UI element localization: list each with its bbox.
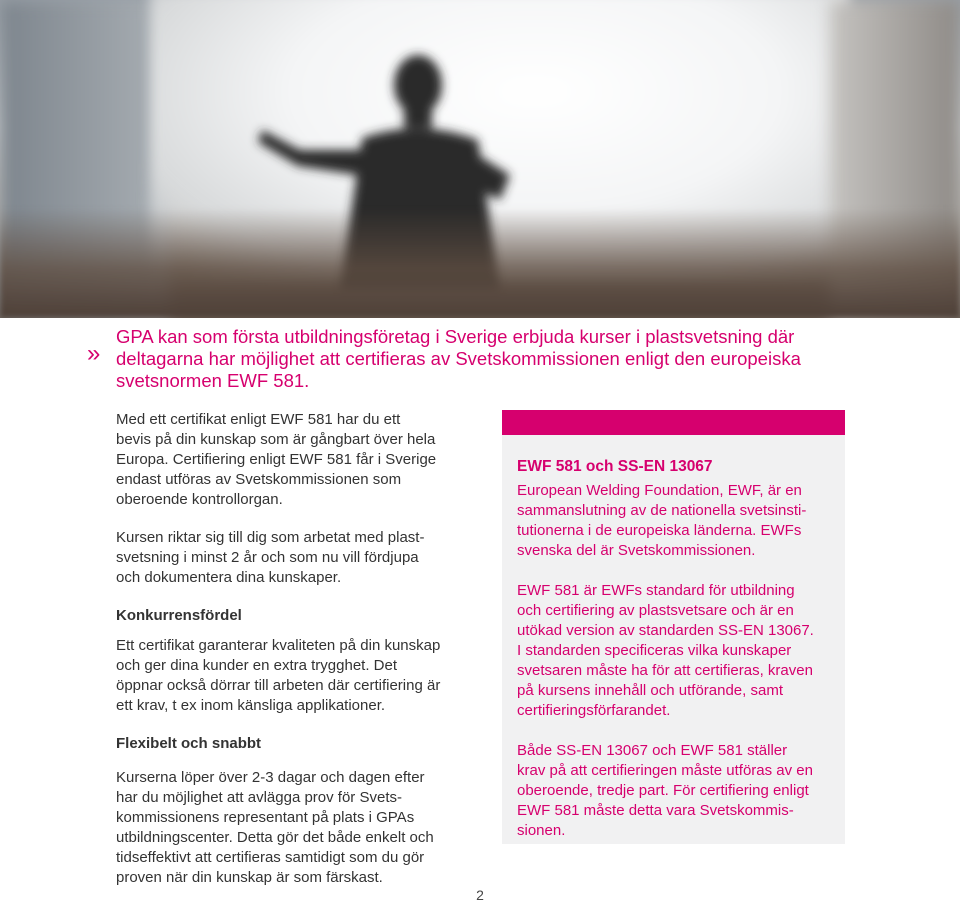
heading-flexibelt-och-snabbt: Flexibelt och snabbt — [116, 735, 262, 752]
text-line: och certifiering av plastsvetsare och är en — [517, 602, 794, 619]
text-line: EWF 581 måste detta vara Svetskommis- — [517, 802, 794, 819]
text-line: oberoende, tredje part. För certifiering enligt — [517, 782, 809, 799]
text-line: ett krav, t ex inom känsliga applikationer. — [116, 697, 386, 714]
text-line: EWF 581 är EWFs standard för utbildning — [517, 582, 795, 599]
paragraph-certificate-intro — [116, 410, 466, 510]
text-line: Både SS-EN 13067 och EWF 581 ställer — [517, 742, 788, 759]
heading-konkurrensfordel: Konkurrensfördel — [116, 607, 242, 624]
paragraph-target-audience — [116, 528, 466, 588]
text-line: Ett certifikat garanterar kvaliteten på din kunskap — [116, 637, 441, 654]
text-line: och dokumentera dina kunskaper. — [116, 569, 342, 586]
intro-text — [116, 326, 836, 392]
text-line: har du möjlighet att avlägga prov för Svets- — [116, 789, 402, 806]
text-line: Kurserna löper över 2-3 dagar och dagen efter — [116, 769, 425, 786]
left-column — [116, 410, 466, 888]
intro-line: deltagarna har möjlighet att certifieras av Svetskommissionen enligt den europeiska — [116, 348, 801, 369]
text-line: oberoende kontrollorgan. — [116, 491, 283, 508]
intro-line: GPA kan som första utbildningsföretag i Sverige erbjuda kurser i plastsvetsning där — [116, 326, 795, 347]
text-line: kommissionens representant på plats i GPAs — [116, 809, 415, 826]
text-line: sionen. — [517, 822, 566, 839]
text-line: Kursen riktar sig till dig som arbetat med plast- — [116, 529, 425, 546]
text-line: endast utföras av Svetskommissionen som — [116, 471, 402, 488]
text-line: svetsning i minst 2 år och som nu vill fördjupa — [116, 549, 419, 566]
text-line: krav på att certifieringen måste utföras av en — [517, 762, 813, 779]
page-number: 2 — [476, 887, 484, 903]
text-line: European Welding Foundation, EWF, är en — [517, 482, 802, 499]
text-line: bevis på din kunskap som är gångbart över hela — [116, 431, 436, 448]
intro-line: svetsnormen EWF 581. — [116, 370, 310, 391]
info-box — [502, 410, 845, 844]
text-line: sammanslutning av de nationella svetsinsti- — [517, 502, 807, 519]
audience-heads — [0, 208, 960, 318]
info-box-content — [502, 435, 845, 841]
text-line: proven när din kunskap är som färskast. — [116, 869, 383, 886]
paragraph-competitive-advantage — [116, 636, 466, 716]
paragraph-ewf-description — [517, 481, 829, 561]
chevron-marker-icon: » — [87, 340, 98, 367]
text-line: Med ett certifikat enligt EWF 581 har du ett — [116, 411, 401, 428]
text-line: I standarden specificeras vilka kunskaper — [517, 642, 792, 659]
text-line: utbildningscenter. Detta gör det både enkelt och — [116, 829, 434, 846]
text-line: tidseffektivt att certifieras samtidigt som du gör — [116, 849, 425, 866]
info-box-accent-bar — [502, 410, 845, 435]
text-line: svenska del är Svetskommissionen. — [517, 542, 756, 559]
paragraph-ewf-standard — [517, 581, 829, 721]
text-line: Europa. Certifiering enligt EWF 581 får i Sverige — [116, 451, 437, 468]
hero-photo — [0, 0, 960, 318]
text-line: certifieringsförfarandet. — [517, 702, 671, 719]
text-line: öppnar också dörrar till arbeten där certifiering är — [116, 677, 441, 694]
text-line: på kursens innehåll och utförande, samt — [517, 682, 783, 699]
paragraph-flexible-fast — [116, 768, 466, 888]
text-line: svetsaren måste ha för att certifieras, kraven — [517, 662, 813, 679]
text-line: utökad version av standarden SS-EN 13067. — [517, 622, 814, 639]
paragraph-independent-party — [517, 741, 829, 841]
text-line: och ger dina kunder en extra trygghet. Det — [116, 657, 398, 674]
info-box-heading: EWF 581 och SS-EN 13067 — [517, 458, 713, 475]
text-line: tutionerna i de europeiska länderna. EWFs — [517, 522, 802, 539]
